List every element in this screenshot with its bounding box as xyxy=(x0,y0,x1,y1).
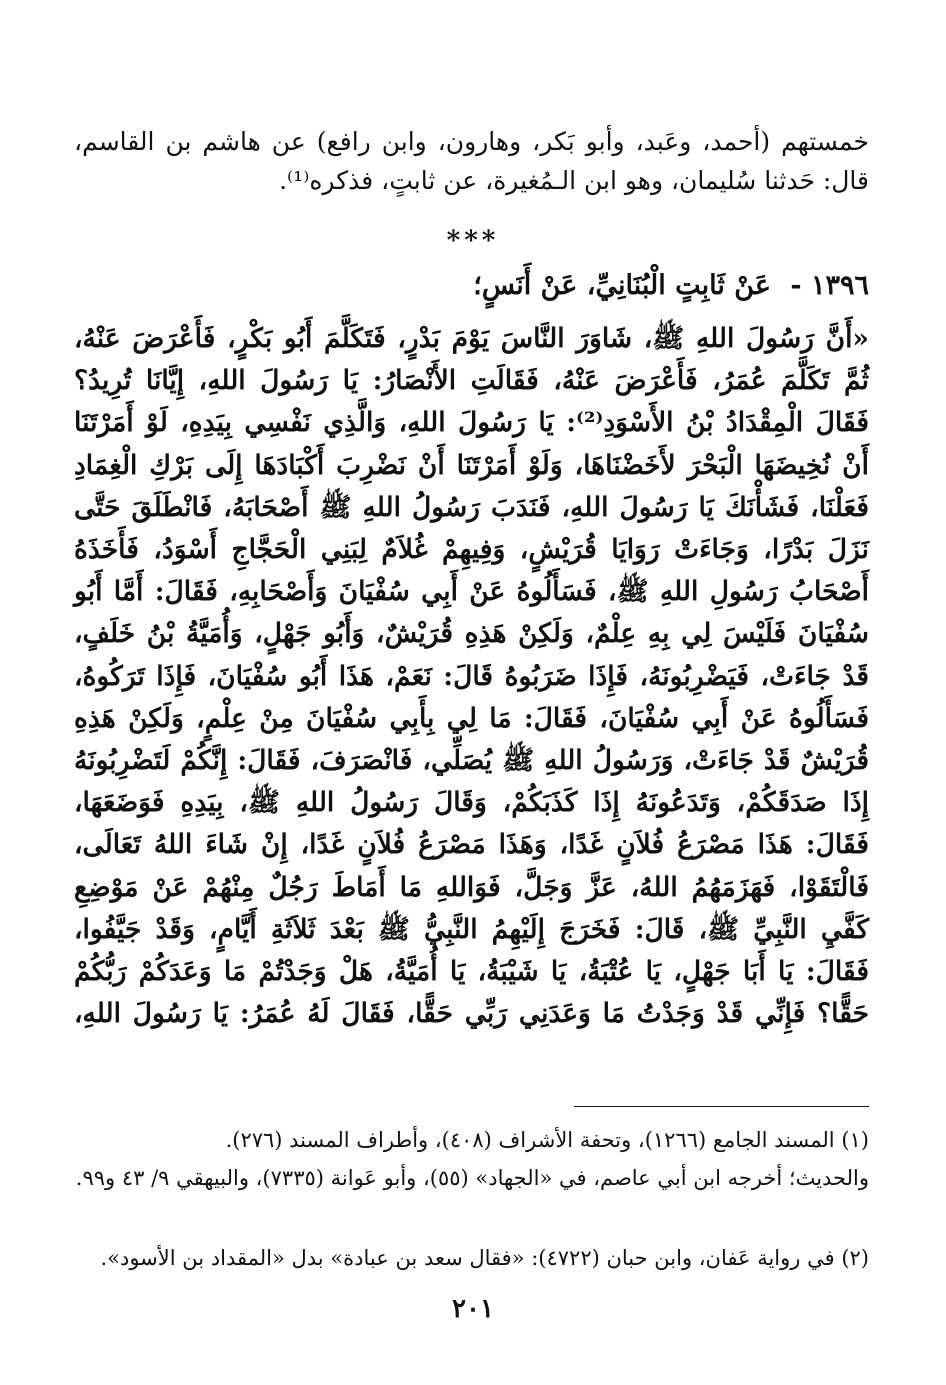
footnote-1-continuation: والحديث؛ أخرجه ابن أبي عاصم، في «الجهاد» (٥٥)، وأبو عَوانة (٧٣٣٥)، والبيهقي ٩/ ٤٣ و٩٩. xyxy=(75,1166,869,1190)
footnote-2: (٢) في رواية عَفان، وابن حبان (٤٧٢٢): «فقال سعد بن عبادة» بدل «المقداد بن الأسود». xyxy=(100,1246,869,1270)
section-separator: *** xyxy=(446,226,500,256)
hadith-isnad: عَنْ ثَابِتٍ الْبُنَانِيِّ، عَنْ أَنَسٍ؛ xyxy=(473,270,771,301)
hadith-text: «أَنَّ رَسُولَ اللهِ ﷺ، شَاوَرَ النَّاسَ يَوْمَ بَدْرٍ، فَتَكَلَّمَ أَبُو بَكْرٍ، فَأَعْرَضَ عَنْهُ، ثُمَّ تَكَلَّمَ عُمَرُ، فَأَعْرَضَ عَنْهُ، فَقَالَتِ الأَنْصَارُ: يَا رَسُولَ اللهِ، إِيَّانَا تُرِيدُ؟ فَقَالَ الْمِقْدَادُ بْنُ الأَسْوَدِ⁽²⁾: يَا رَسُولَ اللهِ، وَالَّذِي نَفْسِي بِيَدِهِ، لَوْ أَمَرْتَنَا أَنْ نُخِيضَهَا الْبَحْرَ لأَخَضْنَاهَا، وَلَوْ أَمَرْتَنَا أَنْ نَضْرِبَ أَكْبَادَهَا إِلَى بَرْكِ الْغِمَادِ فَعَلْنَا، فَشَأْنَكَ يَا رَسُولَ اللهِ، فَنَدَبَ رَسُولُ اللهِ ﷺ أَصْحَابَهُ، فَانْطَلَقَ حَتَّى نَزَلَ بَدْرًا، وَجَاءَتْ رَوَايَا قُرَيْشٍ، وَفِيهِمْ غُلاَمٌ لِبَنِي الْحَجَّاجِ أَسْوَدُ، فَأَخَذَهُ أَصْحَابُ رَسُولِ اللهِ ﷺ، فَسَأَلُوهُ عَنْ أَبِي سُفْيَانَ وَأَصْحَابِهِ، فَقَالَ: أَمَّا أَبُو سُفْيَانَ فَلَيْسَ لِي بِهِ عِلْمٌ، وَلَكِنْ هَذِهِ قُرَيْشٌ، وَأَبُو جَهْلٍ، وَأُمَيَّةُ بْنُ خَلَفٍ، قَدْ جَاءَتْ، فَيَضْرِبُونَهُ، فَإِذَا ضَرَبُوهُ قَالَ: نَعَمْ، هَذَا أَبُو سُفْيَانَ، فَإِذَا تَرَكُوهُ، فَسَأَلُوهُ عَنْ أَبِي سُفْيَانَ، فَقَالَ: مَا لِي بِأَبِي سُفْيَانَ مِنْ عِلْمٍ، وَلَكِنْ هَذِهِ قُرَيْشٌ قَدْ جَاءَتْ، وَرَسُولُ اللهِ ﷺ يُصَلِّي، فَانْصَرَفَ، فَقَالَ: إِنَّكُمْ لَتَضْرِبُونَهُ إِذَا صَدَقَكُمْ، وَتَدَعُونَهُ إِذَا كَذَبَكُمْ، وَقَالَ رَسُولُ اللهِ ﷺ، بِيَدِهِ فَوَضَعَهَا، فَقَالَ: هَذَا مَصْرَعُ فُلاَنٍ غَدًا، وَهَذَا مَصْرَعُ فُلاَنٍ غَدًا، إِنْ شَاءَ اللهُ تَعَالَى، فَالْتَقَوْا، فَهَزَمَهُمُ اللهُ، عَزَّ وَجَلَّ، فَوَاللهِ مَا أَمَاطَ رَجُلٌ مِنْهُمْ عَنْ مَوْضِعِ كَفَّيِ النَّبِيِّ ﷺ، قَالَ: فَخَرَجَ إِلَيْهِمُ النَّبِيُّ ﷺ بَعْدَ ثَلاَثَةِ أَيَّامٍ، وَقَدْ جَيَّفُوا، فَقَالَ: يَا أَبَا جَهْلٍ، يَا عُتْبَةُ، يَا شَيْبَةُ، يَا أُمَيَّةُ، هَلْ وَجَدْتُمْ مَا وَعَدَكُمْ رَبُّكُمْ حَقًّا؟ فَإِنِّي قَدْ وَجَدْتُ مَا وَعَدَنِي رَبِّي حَقًّا، فَقَالَ لَهُ عُمَرُ: يَا رَسُولَ اللهِ، xyxy=(74,323,869,1030)
hadith-heading xyxy=(74,266,869,306)
footnote-divider xyxy=(574,1106,869,1107)
footnote-1: (١) المسند الجامع (١٢٦٦)، وتحفة الأشراف (٤٠٨)، وأطراف المسند (٢٧٦). xyxy=(225,1128,869,1152)
hadith-number: ١٣٩٦ - xyxy=(790,270,869,301)
intro-paragraph: خمستهم (أحمد، وعَبد، وأبو بَكر، وهارون، وابن رافع) عن هاشم بن القاسم، قال: حَدثنا سُليمان، وهو ابن الـمُغيرة، عن ثابتٍ، فذكره⁽¹⁾. xyxy=(74,127,869,195)
page-number: ٢٠١ xyxy=(452,1294,494,1324)
